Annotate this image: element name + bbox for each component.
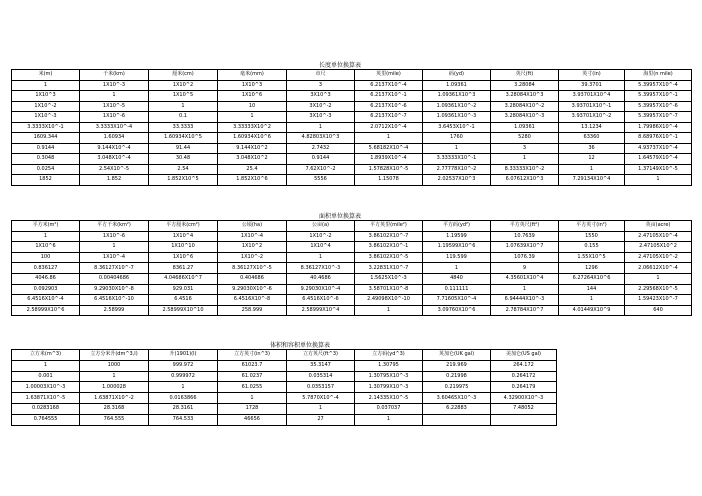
table-cell: 1: [491, 154, 559, 165]
column-header: 平方码(yd²): [423, 221, 491, 232]
table-cell: 1: [80, 91, 149, 102]
table-cell: 1: [355, 414, 423, 425]
table-cell: 1X10^4: [287, 242, 355, 253]
table-cell: 1X10^10: [149, 242, 218, 253]
table-cell: 764.533: [149, 414, 218, 425]
table-row: [12, 154, 692, 165]
header-row: [12, 70, 692, 81]
table-cell: 4.01449X10^9: [559, 305, 625, 316]
table-cell: 1728: [218, 403, 287, 414]
table-row: [12, 80, 692, 91]
table-cell: 1X10^-3: [80, 80, 149, 91]
table-cell: 1: [12, 80, 80, 91]
table-cell: 219.969: [423, 360, 491, 371]
table-cell: 0.836127: [12, 263, 80, 274]
table-cell: 6.2137X10^-7: [355, 112, 423, 123]
column-header: 立方英尺(ft^3): [287, 350, 355, 361]
column-header: 平方厘米(cm²): [149, 221, 218, 232]
column-header: 平方千米(km²): [80, 221, 149, 232]
table-cell: 1.64579X10^-4: [625, 154, 692, 165]
table-cell: 30.48: [149, 154, 218, 165]
table-cell: 3.93701X10^-1: [559, 101, 625, 112]
table-cell: 36: [559, 143, 625, 154]
table-cell: 1.09361X10^3: [423, 91, 491, 102]
table-cell: 3.93701X10^4: [559, 91, 625, 102]
table-cell: 1.59423X10^-7: [625, 295, 692, 306]
table-cell: 1.000028: [80, 382, 149, 393]
column-header: 毫米(mm): [218, 70, 287, 81]
table-cell: 6.4516X10^-4: [12, 295, 80, 306]
table-cell: 3X10^3: [287, 91, 355, 102]
table-row: [12, 164, 692, 175]
volume-table-title: 体积和容积单位换算表: [270, 342, 331, 349]
table-cell: 2.58999X10^10: [149, 305, 218, 316]
table-cell: 1.09361: [423, 80, 491, 91]
table-cell: 1.63871X10^-2: [80, 393, 149, 404]
table-cell: 3.58701X10^-8: [355, 284, 423, 295]
column-header: 英里(mile): [355, 70, 423, 81]
table-cell: 1X10^6: [149, 252, 218, 263]
table-cell: 0.0163866: [149, 393, 218, 404]
table-cell: 1.55X10^5: [559, 252, 625, 263]
table-cell: 7.29134X10^4: [559, 175, 625, 186]
table-cell: 3.86102X10^-1: [355, 242, 423, 253]
column-header: 码(yd): [423, 70, 491, 81]
table-cell: 8.68976X10^-1: [625, 133, 692, 144]
table-cell: 0.001: [12, 371, 80, 382]
table-cell: 1000: [80, 360, 149, 371]
table-cell: 9.29030X10^-4: [287, 284, 355, 295]
table-cell: 6.07612X10^3: [491, 175, 559, 186]
table-cell: 1.60934X10^5: [149, 133, 218, 144]
table-cell: 46656: [218, 414, 287, 425]
table-cell: 3.22831X10^-7: [355, 263, 423, 274]
table-cell: 4.04686X10^7: [149, 273, 218, 284]
table-cell: 0.0353157: [287, 382, 355, 393]
table-cell: 27: [287, 414, 355, 425]
table-cell: 1: [625, 273, 692, 284]
table-cell: [423, 414, 491, 425]
table-cell: 1X10^-6: [80, 112, 149, 123]
table-cell: 3.86102X10^-5: [355, 252, 423, 263]
table-cell: 0.037037: [355, 403, 423, 414]
column-header: 厘米(cm): [149, 70, 218, 81]
table-cell: 0.264179: [491, 382, 557, 393]
table-cell: 1X10^-3: [12, 112, 80, 123]
table-cell: 1X10^5: [149, 91, 218, 102]
table-cell: 3X10^-2: [287, 101, 355, 112]
table-cell: 1: [559, 295, 625, 306]
table-cell: 9.29030X10^-6: [218, 284, 287, 295]
table-cell: 3.28084: [491, 80, 559, 91]
column-header: 英尺(ft): [491, 70, 559, 81]
length-table-title: 长度单位换算表: [319, 62, 362, 69]
table-cell: 1: [287, 252, 355, 263]
table-cell: 764.555: [80, 414, 149, 425]
table-cell: 0.999972: [149, 371, 218, 382]
table-cell: 0.092903: [12, 284, 80, 295]
table-cell: 61023.7: [218, 360, 287, 371]
table-cell: 119.599: [423, 252, 491, 263]
table-cell: 3: [287, 80, 355, 91]
table-cell: 5.68182X10^-4: [355, 143, 423, 154]
table-cell: 0.404686: [218, 273, 287, 284]
table-cell: 6.2137X10^-4: [355, 80, 423, 91]
table-cell: 1X10^2: [218, 242, 287, 253]
table-cell: 61.0255: [218, 382, 287, 393]
column-header: 市尺: [287, 70, 355, 81]
table-cell: 7.62X10^-2: [287, 164, 355, 175]
area-conversion-table: [11, 220, 692, 316]
table-cell: 3X10^-3: [287, 112, 355, 123]
table-cell: 2.47105X10^2: [625, 242, 692, 253]
table-cell: 1.852X10^5: [149, 175, 218, 186]
table-cell: 6.22883: [423, 403, 491, 414]
column-header: 立方米(m^3): [12, 350, 80, 361]
table-cell: 3.28084X10^3: [491, 91, 559, 102]
table-cell: 2.54: [149, 164, 218, 175]
table-cell: 0.155: [559, 242, 625, 253]
table-cell: 0.111111: [423, 284, 491, 295]
table-row: [12, 371, 557, 382]
table-cell: 6.4516X10^-10: [80, 295, 149, 306]
table-cell: 8.36127X10^-5: [218, 263, 287, 274]
table-cell: 1.15078: [355, 175, 423, 186]
table-cell: 1: [80, 371, 149, 382]
table-row: [12, 273, 692, 284]
table-row: [12, 252, 692, 263]
header-row: [12, 221, 692, 232]
table-cell: [491, 414, 557, 425]
table-cell: 264.172: [491, 360, 557, 371]
table-cell: 6.94444X10^-3: [491, 295, 559, 306]
table-cell: 2.0712X10^-4: [355, 122, 423, 133]
table-cell: 1.79986X10^-4: [625, 122, 692, 133]
table-cell: 4840: [423, 273, 491, 284]
table-cell: 0.3048: [12, 154, 80, 165]
table-cell: 2.47105X10^-2: [625, 252, 692, 263]
table-row: [12, 403, 557, 414]
table-cell: 2.14335X10^-5: [355, 393, 423, 404]
table-cell: 1: [12, 231, 80, 242]
table-cell: 2.29568X10^-5: [625, 284, 692, 295]
table-cell: 0.9144: [287, 154, 355, 165]
table-cell: 3.28084X10^-3: [491, 112, 559, 123]
table-cell: 3.86102X10^-7: [355, 231, 423, 242]
column-header: 英加仑(UK gal): [423, 350, 491, 361]
table-row: [12, 393, 557, 404]
table-cell: 28.3161: [149, 403, 218, 414]
table-cell: 2.58999X10^6: [12, 305, 80, 316]
volume-conversion-table: [11, 349, 557, 426]
table-row: [12, 91, 692, 102]
table-cell: 1: [12, 360, 80, 371]
table-cell: 1.07639X10^7: [491, 242, 559, 253]
table-cell: 4.93737X10^-4: [625, 143, 692, 154]
table-cell: 10: [218, 101, 287, 112]
table-cell: 1X10^3: [12, 91, 80, 102]
table-cell: 1: [355, 133, 423, 144]
table-cell: 1760: [423, 133, 491, 144]
table-cell: 1: [149, 101, 218, 112]
table-cell: 5.39957X10^-6: [625, 101, 692, 112]
table-cell: 4.35601X10^4: [491, 273, 559, 284]
table-cell: 2.7432: [287, 143, 355, 154]
header-row: [12, 350, 557, 361]
table-cell: 0.219975: [423, 382, 491, 393]
table-cell: 6.4516X10^-8: [218, 295, 287, 306]
table-cell: 7.71605X10^-4: [423, 295, 491, 306]
table-cell: 5280: [491, 133, 559, 144]
table-cell: 1: [218, 112, 287, 123]
table-cell: 144: [559, 284, 625, 295]
table-cell: 1: [355, 305, 423, 316]
table-cell: 8.33333X10^-2: [491, 164, 559, 175]
table-cell: 5.7870X10^-4: [287, 393, 355, 404]
table-cell: 91.44: [149, 143, 218, 154]
table-cell: 1X10^6: [218, 91, 287, 102]
table-cell: 12: [559, 154, 625, 165]
length-conversion-table: [11, 69, 692, 186]
table-cell: 3: [491, 143, 559, 154]
table-cell: 1: [491, 284, 559, 295]
table-cell: 3.048X10^-4: [80, 154, 149, 165]
table-cell: 1: [80, 242, 149, 253]
table-row: [12, 414, 557, 425]
table-cell: 1X10^-4: [80, 252, 149, 263]
table-cell: 39.3701: [559, 80, 625, 91]
table-row: [12, 133, 692, 144]
table-cell: 13.1234: [559, 122, 625, 133]
column-header: 公亩(a): [287, 221, 355, 232]
table-cell: 640: [625, 305, 692, 316]
table-cell: 1.19599: [423, 231, 491, 242]
table-cell: 3.33333X10^2: [218, 122, 287, 133]
table-cell: 9.144X10^-4: [80, 143, 149, 154]
table-cell: 4.32900X10^-3: [491, 393, 557, 404]
table-cell: 1.30795X10^-3: [355, 371, 423, 382]
table-cell: 6.2137X10^-1: [355, 91, 423, 102]
column-header: 米(m): [12, 70, 80, 81]
table-cell: 1.8939X10^-4: [355, 154, 423, 165]
table-cell: 1: [625, 175, 692, 186]
table-cell: 8361.27: [149, 263, 218, 274]
table-cell: 33.3333: [149, 122, 218, 133]
table-row: [12, 143, 692, 154]
table-cell: 0.0283168: [12, 403, 80, 414]
table-cell: 3.60465X10^-3: [423, 393, 491, 404]
table-cell: 1852: [12, 175, 80, 186]
table-cell: 1X10^2: [149, 80, 218, 91]
table-row: [12, 242, 692, 253]
table-cell: 3.3333X10^-1: [12, 122, 80, 133]
table-cell: 1X10^-2: [218, 252, 287, 263]
table-cell: 1X10^-6: [80, 231, 149, 242]
table-cell: 1: [423, 143, 491, 154]
column-header: 平方英里(mile²): [355, 221, 423, 232]
table-cell: 1X10^-2: [12, 101, 80, 112]
table-row: [12, 263, 692, 274]
table-cell: 6.2137X10^-6: [355, 101, 423, 112]
table-cell: 1X10^-4: [218, 231, 287, 242]
table-cell: 2.54X10^-5: [80, 164, 149, 175]
table-cell: 1: [559, 164, 625, 175]
table-cell: 1.30795: [355, 360, 423, 371]
table-cell: 1.19599X10^6: [423, 242, 491, 253]
table-cell: 3.6453X10^-1: [423, 122, 491, 133]
table-cell: 3.93701X10^-2: [559, 112, 625, 123]
table-cell: 3.33333X10^-1: [423, 154, 491, 165]
table-cell: 100: [12, 252, 80, 263]
column-header: 平方英尺(ft²): [491, 221, 559, 232]
table-cell: 0.00404686: [80, 273, 149, 284]
table-cell: 1550: [559, 231, 625, 242]
table-row: [12, 101, 692, 112]
table-cell: 1.09361X10^-2: [423, 101, 491, 112]
table-cell: 63360: [559, 133, 625, 144]
table-cell: 5.39957X10^-1: [625, 91, 692, 102]
table-cell: 4046.86: [12, 273, 80, 284]
table-cell: 9.29030X10^-8: [80, 284, 149, 295]
column-header: 立方码(yd^3): [355, 350, 423, 361]
table-cell: 3.09760X10^6: [423, 305, 491, 316]
table-cell: 8.36127X10^-7: [80, 263, 149, 274]
table-row: [12, 295, 692, 306]
table-cell: 1.5625X10^-3: [355, 273, 423, 284]
table-cell: 1.00003X10^-3: [12, 382, 80, 393]
column-header: 英寸(in): [559, 70, 625, 81]
table-cell: 1.57828X10^-5: [355, 164, 423, 175]
table-cell: 2.58999X10^4: [287, 305, 355, 316]
table-cell: 1X10^3: [218, 80, 287, 91]
table-cell: 28.3168: [80, 403, 149, 414]
table-cell: 1.60934X10^6: [218, 133, 287, 144]
table-cell: 6.27264X10^6: [559, 273, 625, 284]
table-cell: 258.999: [218, 305, 287, 316]
table-cell: 0.0254: [12, 164, 80, 175]
table-cell: 0.1: [149, 112, 218, 123]
column-header: 英亩(acre): [625, 221, 692, 232]
table-cell: 6.4516: [149, 295, 218, 306]
table-cell: 1X10^-2: [287, 231, 355, 242]
column-header: 美加仑(US gal): [491, 350, 557, 361]
table-cell: 0.764555: [12, 414, 80, 425]
table-cell: 929.031: [149, 284, 218, 295]
table-cell: 5.39957X10^-4: [625, 80, 692, 91]
table-cell: 3.3333X10^-4: [80, 122, 149, 133]
table-cell: 25.4: [218, 164, 287, 175]
table-cell: 3.28084X10^-2: [491, 101, 559, 112]
table-cell: 2.02537X10^3: [423, 175, 491, 186]
table-row: [12, 122, 692, 133]
table-cell: 7.48052: [491, 403, 557, 414]
table-cell: 1.60934: [80, 133, 149, 144]
table-cell: 2.77778X10^-2: [423, 164, 491, 175]
table-cell: 1296: [559, 263, 625, 274]
table-cell: 1.09361: [491, 122, 559, 133]
table-cell: 2.06612X10^-4: [625, 263, 692, 274]
table-cell: 5.39957X10^-7: [625, 112, 692, 123]
table-cell: 40.4686: [287, 273, 355, 284]
table-row: [12, 382, 557, 393]
table-cell: 1076.39: [491, 252, 559, 263]
column-header: 千米(km): [80, 70, 149, 81]
table-cell: 8.36127X10^-3: [287, 263, 355, 274]
table-cell: 1.30799X10^-3: [355, 382, 423, 393]
table-cell: 1.37149X10^-5: [625, 164, 692, 175]
table-row: [12, 112, 692, 123]
column-header: 升(1901)(l): [149, 350, 218, 361]
table-cell: 2.47105X10^-4: [625, 231, 692, 242]
table-cell: 2.49098X10^-10: [355, 295, 423, 306]
column-header: 平方米(m²): [12, 221, 80, 232]
table-cell: 4.82803X10^3: [287, 133, 355, 144]
table-cell: 10.7639: [491, 231, 559, 242]
table-row: [12, 231, 692, 242]
table-cell: 2.78784X10^7: [491, 305, 559, 316]
table-cell: 0.21998: [423, 371, 491, 382]
table-cell: 1: [149, 382, 218, 393]
table-cell: 0.9144: [12, 143, 80, 154]
table-cell: 999.972: [149, 360, 218, 371]
table-cell: 3.048X10^2: [218, 154, 287, 165]
table-cell: 1X10^6: [12, 242, 80, 253]
table-row: [12, 305, 692, 316]
table-cell: 6.4516X10^-6: [287, 295, 355, 306]
table-row: [12, 175, 692, 186]
table-cell: 1X10^4: [149, 231, 218, 242]
table-cell: 35.3147: [287, 360, 355, 371]
table-cell: 9: [491, 263, 559, 274]
table-cell: 1.09361X10^-3: [423, 112, 491, 123]
table-row: [12, 360, 557, 371]
column-header: 立方分米升(dm^3,l): [80, 350, 149, 361]
table-cell: 1: [423, 263, 491, 274]
table-cell: 9.144X10^2: [218, 143, 287, 154]
table-cell: 1.63871X10^-5: [12, 393, 80, 404]
table-row: [12, 284, 692, 295]
table-cell: 5556: [287, 175, 355, 186]
table-cell: 61.0237: [218, 371, 287, 382]
table-cell: 1: [287, 403, 355, 414]
table-cell: 0.264172: [491, 371, 557, 382]
table-cell: 1.852X10^6: [218, 175, 287, 186]
table-cell: 1609.344: [12, 133, 80, 144]
table-cell: 1.852: [80, 175, 149, 186]
table-cell: 1: [287, 122, 355, 133]
table-cell: 1: [218, 393, 287, 404]
table-cell: 0.035314: [287, 371, 355, 382]
table-cell: 1X10^-5: [80, 101, 149, 112]
column-header: 公顷(ha): [218, 221, 287, 232]
table-cell: 2.58999: [80, 305, 149, 316]
column-header: 海里(n mile): [625, 70, 692, 81]
area-table-title: 面积单位换算表: [319, 213, 362, 220]
column-header: 立方英寸(in^3): [218, 350, 287, 361]
column-header: 平方英寸(in²): [559, 221, 625, 232]
